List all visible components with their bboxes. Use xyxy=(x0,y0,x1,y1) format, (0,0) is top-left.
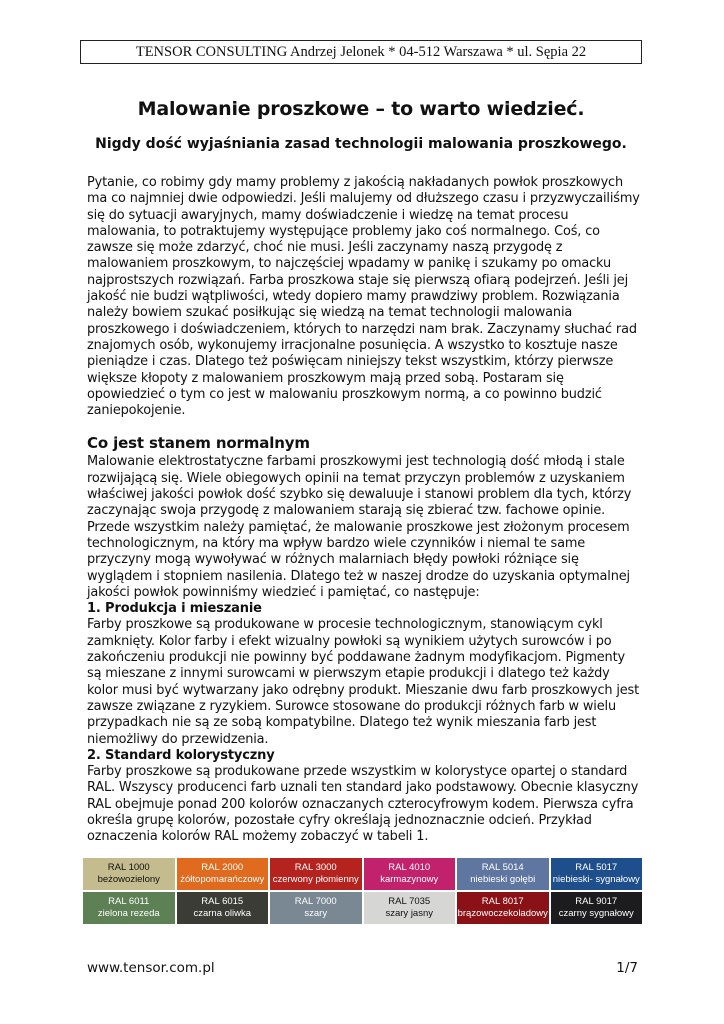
ral-swatch xyxy=(83,858,175,890)
ral-swatch xyxy=(364,858,456,890)
document-title: Malowanie proszkowe – to warto wiedzieć. xyxy=(137,98,585,120)
ral-code: RAL 3000 xyxy=(294,862,337,873)
ral-name: karmazynowy xyxy=(380,874,439,885)
ral-code: RAL 4010 xyxy=(388,862,431,873)
ral-name: beżowozielony xyxy=(97,874,160,885)
footer-website: www.tensor.com.pl xyxy=(87,960,215,976)
ral-name: szary xyxy=(304,908,328,919)
ral-swatch xyxy=(457,892,549,924)
ral-name: czerwony płomienny xyxy=(272,874,359,885)
intro-paragraph: Pytanie, co robimy gdy mamy problemy z jakością nakładanych powłok proszkowych ma co najmniej dwie odpowiedzi. Jeśli malujemy od dłuższego czasu i przyzwyczailiśmy się do sytuacji awaryjnych, mamy doświadczenie i wiedzę na temat procesu malowania, to potraktujemy występujące problemy jako coś normalnego. Coś, co zawsze się może zdarzyć, choć nie musi. Jeśli zaczynamy naszą przygodę z malowaniem proszkowym, to najczęściej wpadamy w panikę i szukamy po omacku najprostszych rozwiązań. Farba proszkowa staje się pierwszą ofiarą podejrzeń. Jeśli jej jakość nie budzi wątpliwości, wtedy dopiero mamy prawdziwy problem. Rozwiązania należy bowiem szukać posiłkując się wiedzą na temat technologii malowania proszkowego i doświadczeniem, których to narzędzi nam brak. Zaczynamy słuchać rad znajomych osób, wykonujemy irracjonalne posunięcia. A wszystko to kosztuje nasze pieniądze i czas. Dlatego też poświęcam niniejszy tekst wszystkim, którzy pierwsze większe kłopoty z malowaniem proszkowym mają przed sobą. Postaram się opowiedzieć o tym co jest w malowaniu proszkowym normą, a co powinno budzić zaniepokojenie. xyxy=(87,175,640,419)
ral-swatch xyxy=(177,858,269,890)
ral-name: szary jasny xyxy=(385,908,433,919)
ral-name: żółtopomarańczowy xyxy=(180,874,265,885)
ral-color-table xyxy=(83,858,642,924)
ral-name: czarna oliwka xyxy=(193,908,252,919)
point-heading-color-standard: 2. Standard kolorystyczny xyxy=(87,747,275,763)
section-heading: Co jest stanem normalnym xyxy=(87,434,310,453)
ral-swatch xyxy=(270,858,362,890)
section-paragraph: Malowanie elektrostatyczne farbami proszkowymi jest technologią dość młodą i stale rozwijającą się. Wiele obiegowych opinii na temat przyczyn problemów z uzyskaniem właściwej jakości powłok dość szybko się dewaluuje i stanowi problem dla tych, którzy zaczynając swoja przygodę z malowaniem starają się zbierać tzw. fachowe opinie. Przede wszystkim należy pamiętać, że malowanie proszkowe jest złożonym procesem technologicznym, na który ma wpływ bardzo wiele czynników i niemal te same przyczyny mogą wywoływać w różnych malarniach błędy powłoki różniące się wyglądem i stopniem nasilenia. Dlatego też w naszej drodze do uzyskania optymalnej jakości powłok powinniśmy wiedzieć i pamiętać, co następuje: xyxy=(87,454,632,600)
ral-code: RAL 2000 xyxy=(201,862,244,873)
ral-swatch xyxy=(83,892,175,924)
ral-name: niebieski- sygnałowy xyxy=(552,874,640,885)
ral-swatch xyxy=(364,892,456,924)
ral-name: czarny sygnałowy xyxy=(558,908,634,919)
point-heading-production: 1. Produkcja i mieszanie xyxy=(87,601,262,617)
ral-code: RAL 7000 xyxy=(294,896,337,907)
ral-swatch xyxy=(270,892,362,924)
header-text: TENSOR CONSULTING Andrzej Jelonek * 04-512 Warszawa * ul. Sępia 22 xyxy=(135,43,587,60)
ral-code: RAL 1000 xyxy=(107,862,150,873)
page-header xyxy=(80,40,642,64)
ral-code: RAL 7035 xyxy=(388,896,431,907)
ral-code: RAL 8017 xyxy=(481,896,524,907)
ral-swatch xyxy=(457,858,549,890)
ral-code: RAL 6011 xyxy=(108,896,150,907)
ral-name: zielona rezeda xyxy=(97,908,160,919)
footer-page-number: 1/7 xyxy=(616,960,638,976)
document-body xyxy=(87,175,642,846)
ral-name: brązowoczekoladowy xyxy=(457,908,548,919)
ral-swatch xyxy=(551,858,643,890)
ral-code: RAL 5014 xyxy=(481,862,524,873)
ral-code: RAL 9017 xyxy=(575,896,618,907)
ral-code: RAL 5017 xyxy=(575,862,618,873)
ral-swatch xyxy=(551,892,643,924)
ral-name: niebieski gołębi xyxy=(470,874,536,885)
point-text-color-standard: Farby proszkowe są produkowane przede wszystkim w kolorystyce opartej o standard RAL. Wszyscy producenci farb uznali ten standard jako podstawowy. Obecnie klasyczny RAL obejmuje ponad 200 kolorów oznaczanych czterocyfrowym kodem. Pierwsza cyfra określa grupę kolorów, pozostałe cyfry określają jednoznacznie odcień. Przykład oznaczenia kolorów RAL możemy zobaczyć w tabeli 1. xyxy=(87,764,639,845)
point-text-production: Farby proszkowe są produkowane w procesie technologicznym, stanowiącym cykl zamknięty. Kolor farby i efekt wizualny powłoki są wynikiem użytych surowców i po zakończeniu produkcji nie powinny być poddawane żadnym modyfikacjom. Pigmenty są mieszane z innymi surowcami w pierwszym etapie produkcji i dlatego też każdy kolor musi być wytwarzany jako odrębny produkt. Mieszanie dwu farb proszkowych jest zawsze związane z ryzykiem. Surowce stosowane do produkcji różnych farb w wielu przypadkach nie są ze sobą kompatybilne. Dlatego też wynik mieszania farb jest niemożliwy do przewidzenia. xyxy=(87,617,640,747)
ral-code: RAL 6015 xyxy=(201,896,244,907)
ral-swatch xyxy=(177,892,269,924)
document-subtitle: Nigdy dość wyjaśniania zasad technologii malowania proszkowego. xyxy=(95,136,627,152)
